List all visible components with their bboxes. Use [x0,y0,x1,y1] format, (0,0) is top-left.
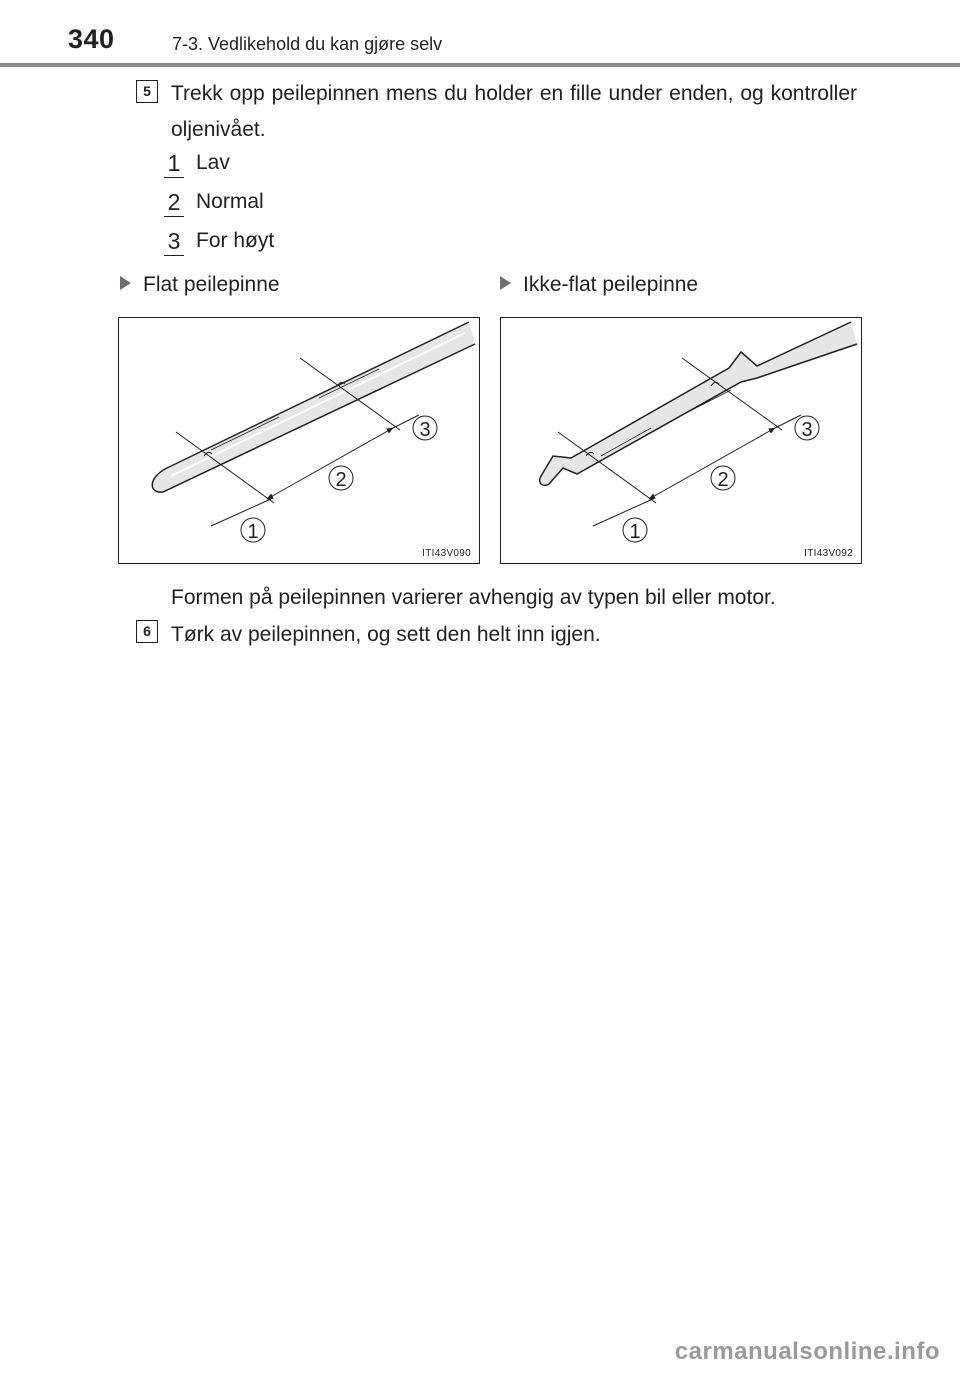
svg-text:3: 3 [419,419,431,441]
figure-code: ITI43V092 [804,548,853,559]
watermark: carmanualsonline.info [674,1338,940,1365]
triangle-bullet-icon [500,276,511,290]
triangle-bullet-icon [120,276,131,290]
svg-text:1: 1 [629,521,641,543]
dipstick-shape [540,322,857,485]
callout-3 [413,416,437,441]
page-number: 340 [68,24,115,54]
callout-1 [623,518,647,543]
header-rule [0,63,960,67]
step-number-5: 5 [136,80,158,103]
callout-2 [329,466,353,491]
legend-label: For høyt [196,229,275,252]
flat-dipstick-figure [118,317,480,564]
flat-dipstick-heading [120,270,280,300]
svg-text:2: 2 [717,469,729,491]
nonflat-dipstick-heading [500,270,698,300]
nonflat-dipstick-figure [500,317,862,564]
page-header [0,0,960,70]
callout-1 [241,518,265,543]
step-6-text: Tørk av peilepinnen, og sett den helt inn igjen. [171,623,601,646]
legend-number: 1 [162,148,186,178]
legend-label: Lav [196,151,230,174]
step-number-6: 6 [136,620,158,643]
heading-text: Flat peilepinne [143,273,280,296]
legend-label: Normal [196,190,264,213]
dipstick-shape [152,322,475,492]
chapter-title: 7-3. Vedlikehold du kan gjøre selv [172,34,443,54]
legend-number: 3 [162,226,186,256]
svg-text:3: 3 [801,419,813,441]
flat-dipstick-illustration [119,318,479,563]
callout-2 [711,466,735,491]
svg-text:2: 2 [335,469,347,491]
step-5-text: Trekk opp peilepinnen mens du holder en fille under enden, og kontroller oljenivået. [171,82,857,141]
callout-3 [795,416,819,441]
svg-text:1: 1 [247,521,259,543]
dipstick-note: Formen på peilepinnen varierer avhengig av typen bil eller motor. [171,586,776,609]
measurement-lines [558,358,801,526]
legend-number: 2 [162,187,186,217]
figure-code: ITI43V090 [422,548,471,559]
nonflat-dipstick-illustration [501,318,861,563]
heading-text: Ikke-flat peilepinne [523,273,699,296]
